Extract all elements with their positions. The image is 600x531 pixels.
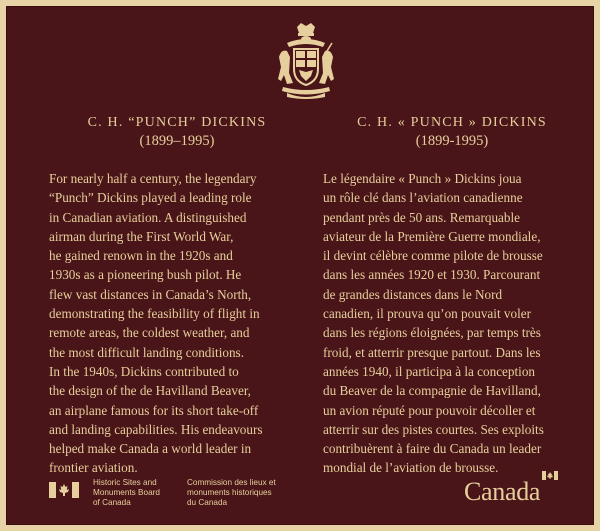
english-line: remote areas, the coldest weather, and [49,325,250,341]
canada-wordmark [464,469,564,509]
board-en-line: Monuments Board [93,488,160,497]
hsmbc-signature [49,478,299,508]
english-line: the most difficult landing conditions. [49,344,244,360]
french-line: atterrir sur des pistes courtes. Ses exploits [323,421,544,437]
english-line: helped make Canada a world leader in [49,441,252,457]
english-line: flew vast distances in Canada’s North, [49,286,252,302]
french-line: dans les années 1920 et 1930. Parcourant [323,267,541,283]
french-line: de grandes distances dans le Nord [323,286,503,302]
board-en-line: of Canada [93,498,131,507]
canada-flag-icon [49,482,79,498]
english-line: he gained renown in the 1920s and [49,248,233,264]
french-line: froid, et atterrir presque partout. Dans les [323,344,541,360]
english-line: frontier aviation. [49,460,138,476]
canada-wordmark-flag-icon [542,471,558,480]
english-line: an airplane famous for its short take-off [49,402,259,418]
french-line: canadien, il prouva qu’on pouvait voler [323,306,532,322]
english-line: the design of the de Havilland Beaver, [49,383,251,399]
french-line: du Beaver de la compagnie de Havilland, [323,383,541,399]
french-line: mondial de l’aviation de brousse. [323,460,499,476]
english-line: in Canadian aviation. A distinguished [49,209,247,225]
french-dates: (1899-1995) [415,133,489,149]
english-line: airman during the First World War, [49,228,234,244]
english-line: For nearly half a century, the legendary [49,171,257,186]
french-body [323,169,544,478]
board-name-french [187,478,307,508]
english-line: 1930s as a pioneering bush pilot. He [49,267,242,283]
board-fr-line: Commission des lieux et [187,478,276,487]
french-line: Le légendaire « Punch » Dickins joua [323,171,522,186]
board-name-english [93,478,177,508]
royal-coat-of-arms-icon [275,21,337,101]
english-line: In the 1940s, Dickins contributed to [49,363,239,379]
english-title: C. H. “PUNCH” DICKINS [87,115,267,130]
english-line: demonstrating the feasibility of flight in [49,306,260,322]
plaque [6,6,594,525]
french-title: C. H. « PUNCH » DICKINS [357,115,547,130]
french-line: il devint célèbre comme pilote de brousse [323,248,543,264]
board-fr-line: du Canada [187,498,228,507]
french-line: aviateur de la Première Guerre mondiale, [323,228,541,244]
board-fr-line: monuments historiques [187,488,272,497]
english-body [49,169,263,478]
canada-wordmark-text: Canada [464,477,541,506]
board-en-line: Historic Sites and [93,478,157,487]
french-line: dans les régions éloignées, par temps très [323,325,541,341]
english-line: “Punch” Dickins played a leading role [49,190,252,206]
english-line: and landing capabilities. His endeavours [49,421,263,437]
french-line: contribuèrent à faire du Canada un leader [323,441,542,457]
french-line: années 1940, il participa à la conception [323,363,536,379]
french-line: un rôle clé dans l’aviation canadienne [323,190,523,206]
french-line: un avion réputé pour pouvoir décoller et [323,402,536,418]
english-dates: (1899–1995) [139,133,215,149]
french-line: pendant près de 50 ans. Remarquable [323,209,521,225]
